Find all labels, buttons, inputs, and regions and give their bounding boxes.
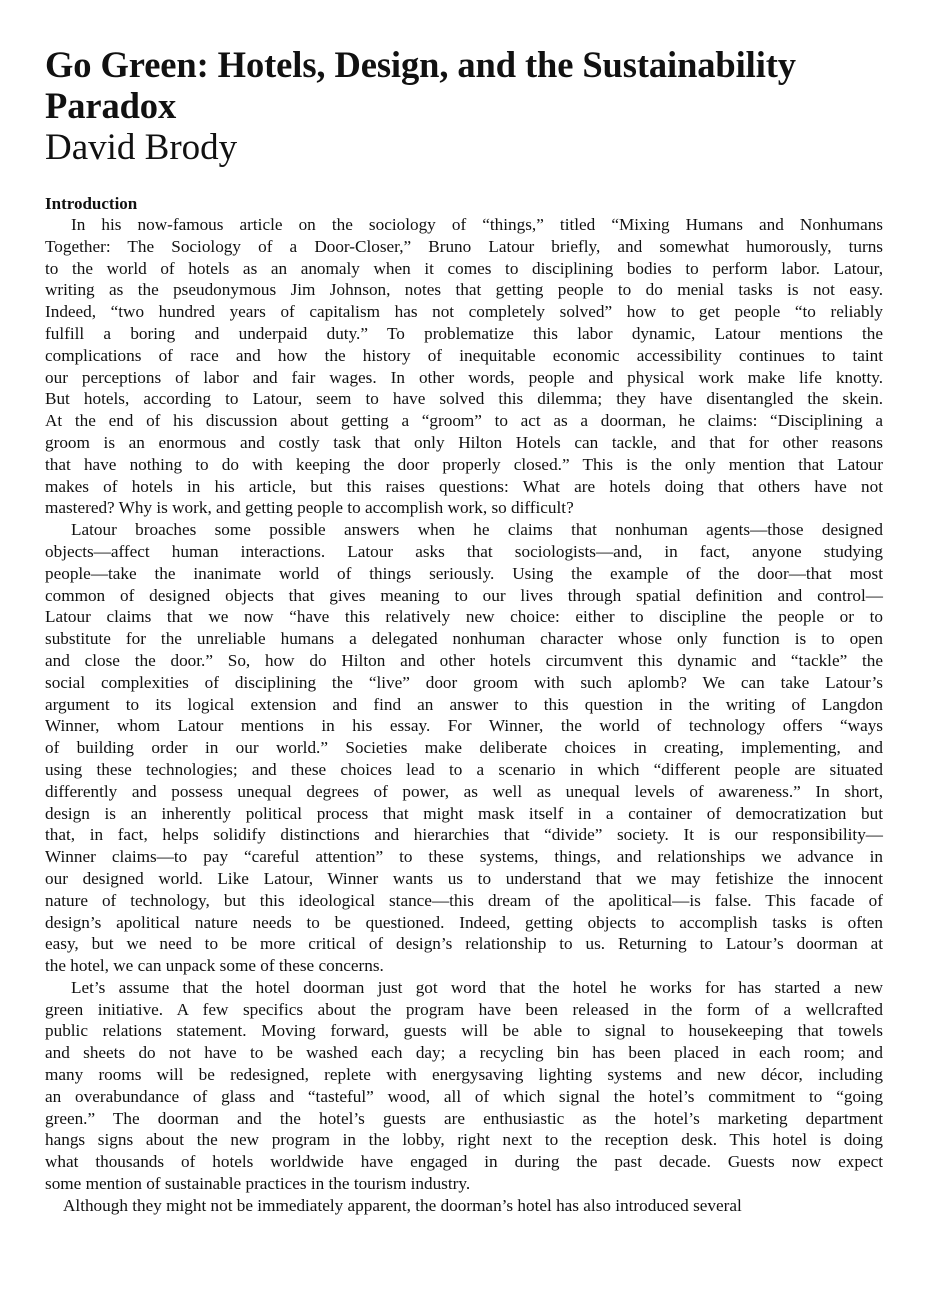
text-line: Although they might not be immediately apparent, the doorman’s hotel has also introduced several xyxy=(63,1195,742,1215)
text-line: and sheets do not have to be washed each day; a recycling bin has been placed in each room; and xyxy=(45,1043,883,1063)
text-line: differently and possess unequal degrees of power, as well as unequal levels of awareness.” In short, xyxy=(45,781,883,801)
text-line: Latour broaches some possible answers when he claims that nonhuman agents—those designed xyxy=(71,520,883,540)
text-line: and close the door.” So, how do Hilton and other hotels circumvent this dynamic and “tackle” the xyxy=(45,650,883,670)
text-line: substitute for the unreliable humans a delegated nonhuman character whose only function is to open xyxy=(45,629,883,649)
text-line: In his now-famous article on the sociology of “things,” titled “Mixing Humans and Nonhumans xyxy=(71,215,883,234)
text-line: easy, but we need to be more critical of design’s relationship to us. Returning to Latour’s doorman at xyxy=(45,934,883,954)
paragraph xyxy=(45,519,883,977)
text-line: an overabundance of glass and “tasteful” wood, all of which signal the hotel’s commitment to “going xyxy=(45,1086,883,1106)
text-line: our designed world. Like Latour, Winner wants us to understand that we may fetishize the innocent xyxy=(45,868,883,888)
paragraph xyxy=(45,1195,883,1217)
article-body xyxy=(45,214,883,1217)
paragraph xyxy=(45,214,883,519)
text-line: objects—affect human interactions. Latour asks that sociologists—and, in fact, anyone studying xyxy=(45,541,883,561)
text-line: that have nothing to do with keeping the door properly closed.” This is the only mention that Latour xyxy=(45,454,883,474)
text-line: people—take the inanimate world of things seriously. Using the example of the door—that most xyxy=(45,563,883,583)
text-line: Winner claims—to pay “careful attention” to these systems, things, and relationships we advance in xyxy=(45,847,883,867)
text-line: that, in fact, helps solidify distinctions and hierarchies that “divide” society. It is our responsibility— xyxy=(45,825,883,845)
title-line: Paradox xyxy=(45,85,177,126)
text-line: many rooms will be redesigned, replete with energysaving lighting systems and new décor, including xyxy=(45,1065,883,1085)
text-line: makes of hotels in his article, but this raises questions: What are hotels doing that others have not xyxy=(45,476,883,496)
text-line: to the world of hotels as an anomaly when it comes to disciplining bodies to perform labor. Latour, xyxy=(45,258,883,278)
text-line: Latour claims that we now “have this relatively new choice: either to discipline the people or to xyxy=(45,607,883,627)
document-title xyxy=(45,44,883,126)
paragraph xyxy=(45,977,883,1195)
text-line: common of designed objects that gives meaning to our lives through spatial definition and control— xyxy=(45,585,883,605)
text-line: using these technologies; and these choices lead to a scenario in which “different people are situated xyxy=(45,759,883,779)
text-line: Together: The Sociology of a Door-Closer,” Bruno Latour briefly, and somewhat humorously, turns xyxy=(45,236,883,256)
text-line: design is an inherently political process that might mask itself in a container of democratization but xyxy=(45,803,883,823)
text-line: public relations statement. Moving forward, guests will be able to signal to housekeeping that towels xyxy=(45,1021,883,1041)
title-line: Go Green: Hotels, Design, and the Sustainability xyxy=(45,44,796,85)
text-line: fulfill a boring and underpaid duty.” To problematize this labor dynamic, Latour mentions the xyxy=(45,323,883,343)
text-line: some mention of sustainable practices in the tourism industry. xyxy=(45,1174,471,1194)
text-line: writing as the pseudonymous Jim Johnson, notes that getting people to do menial tasks is not easy. xyxy=(45,280,883,300)
text-line: the hotel, we can unpack some of these concerns. xyxy=(45,956,384,976)
document-page xyxy=(45,44,883,1217)
text-line: nature of technology, but this ideological stance—this dream of the apolitical—is false. This facade of xyxy=(45,890,883,910)
text-line: social complexities of disciplining the “live” door groom with such aplomb? We can take Latour’s xyxy=(45,672,883,692)
text-line: of building order in our world.” Societies make deliberate choices in creating, implementing, and xyxy=(45,738,883,758)
text-line: green initiative. A few specifics about the program have been released in the form of a wellcrafted xyxy=(45,999,883,1019)
section-heading: Introduction xyxy=(45,194,138,213)
text-line: argument to its logical extension and find an answer to this question in the writing of Langdon xyxy=(45,694,883,714)
text-line: groom is an enormous and costly task that only Hilton Hotels can tackle, and that for other reasons xyxy=(45,432,883,452)
text-line: complications of race and how the history of inequitable economic accessibility continues to taint xyxy=(45,345,883,365)
text-line: green.” The doorman and the hotel’s guests are enthusiastic as the hotel’s marketing department xyxy=(45,1108,883,1128)
text-line: hangs signs about the new program in the lobby, right next to the reception desk. This hotel is doing xyxy=(45,1130,883,1150)
text-line: Indeed, “two hundred years of capitalism has not completely solved” how to get people “to reliably xyxy=(45,302,883,322)
text-line: At the end of his discussion about getting a “groom” to act as a doorman, he claims: “Disciplining a xyxy=(45,411,883,431)
author-name: David Brody xyxy=(45,127,238,168)
text-line: our perceptions of labor and fair wages. In other words, people and physical work make life knotty. xyxy=(45,367,883,387)
text-line: mastered? Why is work, and getting people to accomplish work, so difficult? xyxy=(45,498,574,518)
text-line: design’s apolitical nature needs to be questioned. Indeed, getting objects to accomplish tasks is often xyxy=(45,912,883,932)
text-line: Let’s assume that the hotel doorman just got word that the hotel he works for has started a new xyxy=(71,977,883,997)
text-line: what thousands of hotels worldwide have engaged in during the past decade. Guests now expect xyxy=(45,1152,883,1172)
text-line: But hotels, according to Latour, seem to have solved this dilemma; they have disentangled the skein. xyxy=(45,389,883,409)
text-line: Winner, whom Latour mentions in his essay. For Winner, the world of technology offers “ways xyxy=(45,716,883,736)
